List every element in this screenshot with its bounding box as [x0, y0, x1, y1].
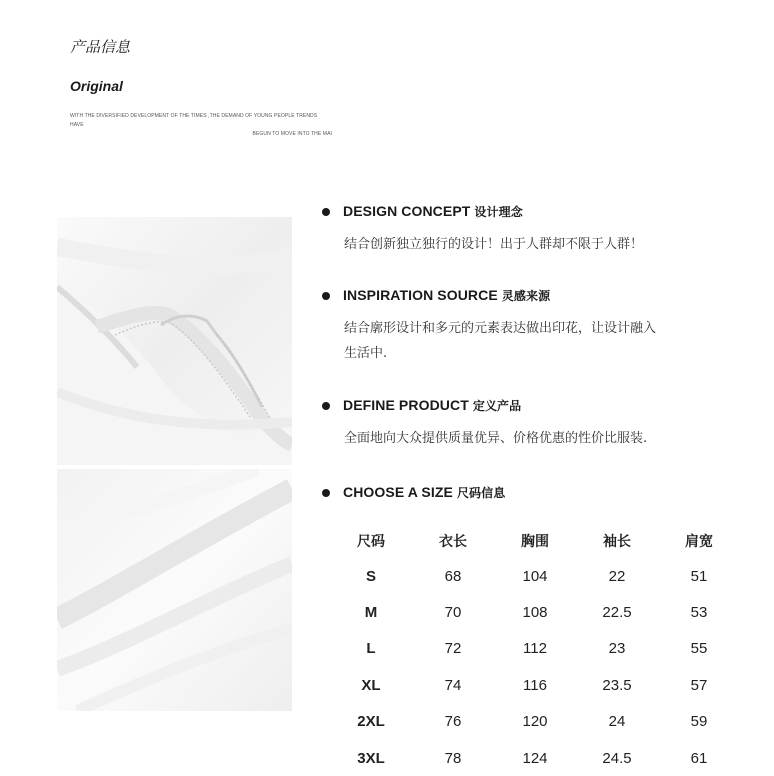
heading-en: INSPIRATION SOURCE: [343, 287, 498, 303]
sleeve-cell: 24: [608, 713, 626, 731]
sleeve-cell: 23.5: [602, 676, 632, 694]
heading-en: DESIGN CONCEPT: [343, 203, 471, 219]
size-table-header-row: [330, 524, 740, 558]
size-cell: 3XL: [357, 749, 385, 767]
define-product-section: [322, 397, 742, 451]
design-concept-body: 结合创新独立独行的设计！出于人群却不限于人群！: [344, 237, 644, 252]
inspiration-source-body: [322, 316, 742, 366]
heading-cn: 尺码信息: [456, 486, 506, 500]
length-cell: 76: [444, 713, 462, 731]
sleeve-cell: 23: [608, 640, 626, 658]
choose-size-heading: [322, 484, 742, 501]
table-row: [330, 594, 740, 630]
fabric-texture-photo: [57, 469, 292, 711]
inspiration-source-heading: [322, 287, 742, 304]
size-cell: XL: [361, 676, 381, 694]
heading-cn: 设计理念: [474, 205, 523, 219]
heading-en: CHOOSE A SIZE: [343, 484, 453, 500]
tagline: [70, 112, 332, 139]
fabric-collar-photo: [57, 217, 292, 465]
size-table: [330, 524, 740, 776]
size-cell: M: [364, 604, 378, 622]
inspiration-source-section: [322, 287, 742, 366]
design-concept-heading: [322, 203, 742, 220]
shoulder-cell: 53: [690, 604, 708, 622]
sleeve-cell: 22.5: [602, 604, 632, 622]
chest-cell: 120: [522, 713, 548, 731]
section-title-cn: 产品信息: [70, 38, 131, 56]
length-cell: 68: [444, 567, 462, 585]
bullet-icon: [322, 489, 330, 497]
size-cell: 2XL: [357, 713, 385, 731]
shoulder-cell: 51: [690, 567, 708, 585]
length-cell: 72: [444, 640, 462, 658]
section-title-en: Original: [70, 78, 123, 94]
chest-cell: 116: [523, 676, 547, 694]
table-row: [330, 558, 740, 594]
size-cell: S: [365, 567, 376, 585]
chest-cell: 108: [522, 604, 548, 622]
shoulder-cell: 55: [690, 640, 708, 658]
table-row: [330, 667, 740, 703]
column-header-sleeve: 袖长: [603, 534, 631, 550]
length-cell: 70: [444, 604, 462, 622]
chest-cell: 124: [522, 749, 548, 767]
sleeve-cell: 22: [608, 567, 626, 585]
tagline-line-2: BEGUN TO MOVE INTO THE MAI: [252, 131, 332, 137]
sleeve-cell: 24.5: [602, 749, 632, 767]
shoulder-cell: 57: [690, 676, 708, 694]
bullet-icon: [322, 292, 330, 300]
shoulder-cell: 61: [690, 749, 708, 767]
length-cell: 78: [444, 749, 462, 767]
column-header-size: 尺码: [357, 534, 385, 550]
collar-seam-image: [57, 217, 292, 465]
define-product-heading: [322, 397, 742, 414]
define-product-body: 全面地向大众提供质量优异、价格优惠的性价比服装.: [344, 431, 648, 446]
choose-size-section: [322, 484, 742, 501]
table-row: [330, 704, 740, 740]
chest-cell: 112: [523, 640, 547, 658]
heading-cn: 灵感来源: [501, 289, 551, 303]
bullet-icon: [322, 208, 330, 216]
bullet-icon: [322, 402, 330, 410]
column-header-chest: 胸围: [521, 534, 549, 550]
shoulder-cell: 59: [690, 713, 708, 731]
heading-en: DEFINE PRODUCT: [343, 397, 469, 413]
heading-cn: 定义产品: [472, 399, 522, 413]
tagline-line-1: WITH THE DIVERSIFIED DEVELOPMENT OF THE TIMES ,THE DEMAND OF YOUNG PEOPLE TRENDS HAVE: [70, 113, 318, 128]
size-cell: L: [366, 640, 376, 658]
chest-cell: 104: [522, 567, 548, 585]
column-header-length: 衣长: [439, 534, 467, 550]
column-header-shoulder: 肩宽: [685, 534, 713, 550]
body-line-1: 结合廓形设计和多元的元素表达做出印花，让设计融入: [344, 321, 657, 336]
body-line-2: 生活中.: [344, 346, 388, 361]
table-row: [330, 631, 740, 667]
design-concept-section: [322, 203, 742, 257]
table-row: [330, 740, 740, 776]
length-cell: 74: [444, 676, 462, 694]
fabric-folds-image: [57, 469, 292, 711]
